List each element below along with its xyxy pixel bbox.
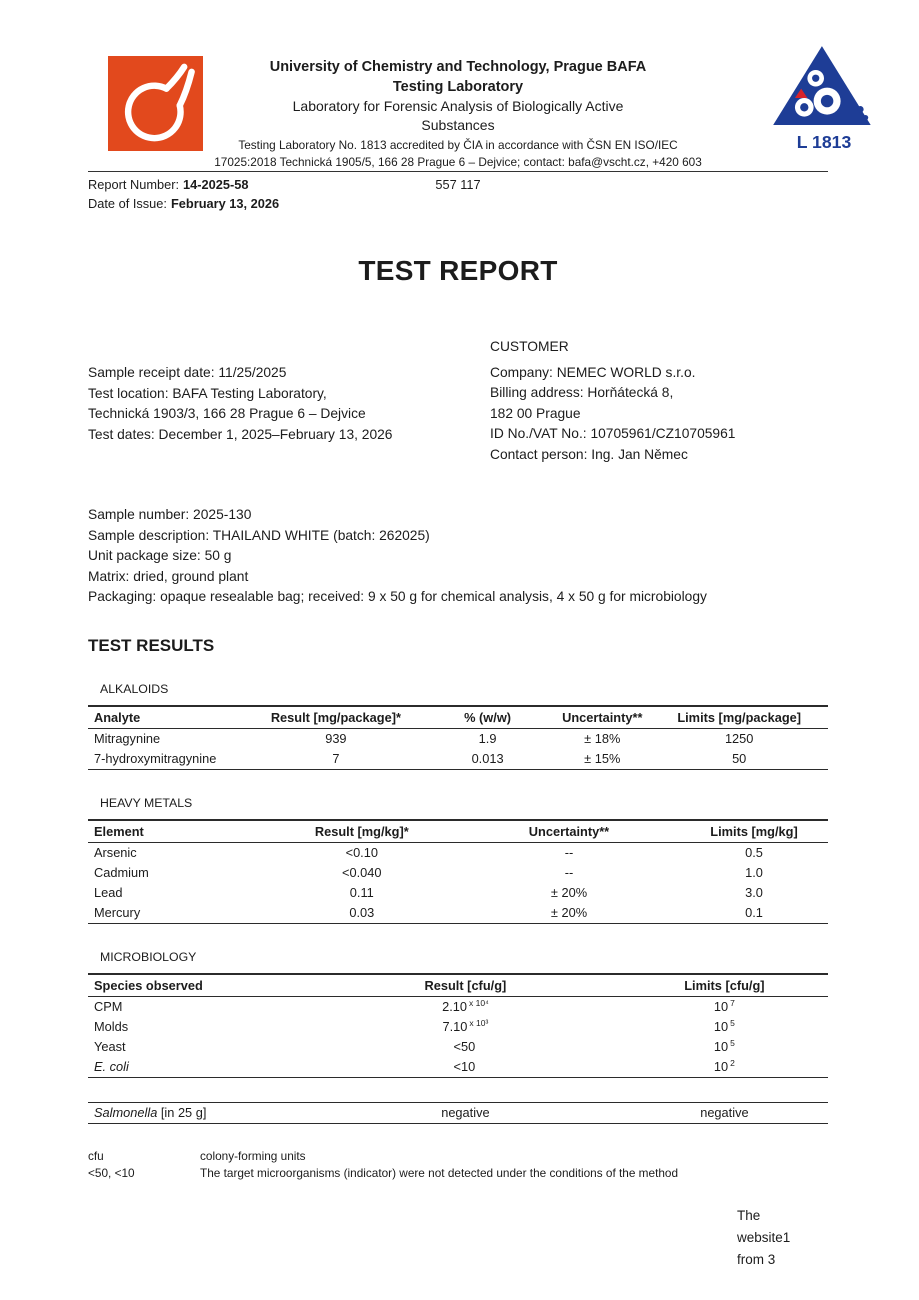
uct-logo [108,56,203,151]
column-header: % (w/w) [421,706,554,729]
limit-exponent: 5 [730,1037,735,1048]
table-row [88,863,828,883]
table-row [88,842,828,863]
column-header: Species observed [88,974,310,997]
letterhead [208,0,708,154]
table-header-row [88,706,828,729]
table-cell: 7-hydroxymitragynine [94,751,217,766]
footer-line: from 3 [737,1252,776,1267]
column-header: Uncertainty** [458,820,680,843]
page-title: TEST REPORT [358,255,558,286]
date-of-issue-label: Date of Issue: [88,196,167,211]
table-row [88,1037,828,1057]
limit-exponent: 7 [730,997,735,1008]
table-cell: 50 [732,751,747,766]
heavy-metals-table [88,819,828,924]
customer-column [490,337,828,465]
result-value: <10 [453,1059,476,1074]
table-cell [621,1017,828,1037]
info-line: 182 00 Prague [490,405,581,421]
sample-line: Unit package size: 50 g [88,548,232,563]
footer-line: website1 [737,1230,791,1245]
limit-exponent: 2 [730,1057,735,1068]
table-cell: 1250 [724,731,754,746]
table-cell [621,996,828,1017]
table-cell: E. coli [94,1059,129,1074]
accreditation-line2: 17025:2018 Technická 1905/5, 166 28 Prague 6 – Dejvice; contact: bafa@vscht.cz, +420 603 [88,154,828,172]
org-name-line2: Testing Laboratory [392,79,524,95]
table-cell: 0.03 [349,905,375,920]
table-row [88,903,828,924]
table-cell: 1.0 [745,865,763,880]
salmonella-table [88,1102,828,1124]
page-footer [737,1205,790,1271]
table-cell: Yeast [94,1039,126,1054]
sample-line: Packaging: opaque resealable bag; received: 9 x 50 g for chemical analysis, 4 x 50 g for microbiology [88,589,707,604]
table-header-row [88,820,828,843]
column-header: Limits [cfu/g] [621,974,828,997]
table-cell: ± 18% [584,731,621,746]
column-header: Result [mg/package]* [251,706,421,729]
table-cell [621,1037,828,1057]
sample-line: Sample number: 2025-130 [88,507,252,522]
species-suffix: [in 25 g] [157,1105,207,1120]
notes-block [88,1148,828,1182]
table-cell: 0.11 [349,885,374,900]
table-cell [310,1017,621,1037]
alkaloids-section-label: ALKALOIDS [100,681,169,696]
footer-line: The [737,1208,761,1223]
limit-value: 10 [713,1039,729,1054]
org-dept-line2: Substances [421,117,495,133]
date-of-issue-value: February 13, 2026 [170,196,280,211]
table-cell [621,1057,828,1078]
table-cell [310,996,621,1017]
limit-exponent: 5 [730,1017,735,1028]
column-header: Result [cfu/g] [310,974,621,997]
table-cell: Lead [94,885,123,900]
limit-value: 10 [713,1019,729,1034]
table-cell: ± 20% [550,885,588,900]
cia-number-label: L 1813 [796,131,852,152]
date-of-issue-row [88,194,828,213]
info-block [88,337,828,465]
table-row [88,883,828,903]
sample-line: Matrix: dried, ground plant [88,568,249,584]
report-number-value: 14-2025-58 [183,177,249,192]
info-line: ID No./VAT No.: 10705961/CZ10705961 [490,426,736,441]
accreditation-line1: Testing Laboratory No. 1813 accredited by ČIA in accordance with ČSN EN ISO/IEC [238,138,678,152]
table-cell: ± 20% [550,905,588,920]
table-cell [88,1102,310,1123]
table-cell: 1.9 [478,731,497,746]
heavy-metals-section-label: HEAVY METALS [100,795,193,810]
species-name: Salmonella [94,1105,158,1120]
uct-flask-icon [108,56,203,151]
result-value: 7.10 [442,1019,468,1034]
info-line: Company: NEMEC WORLD s.r.o. [490,364,696,380]
table-cell: Mitragynine [94,731,161,746]
table-cell: <0.040 [342,865,382,880]
table-cell: Molds [94,1019,129,1034]
column-header: Uncertainty** [554,706,650,729]
table-row [88,749,828,770]
column-header: Result [mg/kg]* [266,820,458,843]
table-cell: Arsenic [94,845,137,860]
result-value: <50 [453,1039,476,1054]
cia-accreditation-icon [770,44,878,154]
note-term: cfu [88,1148,104,1163]
org-dept-line1: Laboratory for Forensic Analysis of Biologically Active [292,98,624,114]
microbiology-section-label: MICROBIOLOGY [100,949,197,964]
column-header: Analyte [88,706,251,729]
test-info-column [88,337,490,465]
table-row [88,1017,828,1037]
report-number-label: Report Number: [88,177,180,192]
table-cell: Cadmium [94,865,149,880]
info-line: Technická 1903/3, 166 28 Prague 6 – Dejvice [88,406,366,421]
sample-block [88,505,828,608]
table-cell: 3.0 [745,885,763,900]
table-cell [310,1037,621,1057]
table-cell: 939 [325,731,347,746]
sample-line: Sample description: THAILAND WHITE (batch: 262025) [88,527,430,543]
info-line: Contact person: Ing. Jan Němec [490,446,688,462]
contact-phone-rest: 557 117 [435,177,481,192]
column-header: Element [88,820,266,843]
alkaloids-table [88,705,828,770]
org-name-line1: University of Chemistry and Technology, Prague BAFA [269,59,647,75]
note-definition: colony-forming units [200,1148,306,1163]
note-term: <50, <10 [88,1165,135,1180]
column-header: Limits [mg/package] [650,706,828,729]
limit-value: 10 [713,999,729,1014]
test-results-heading: TEST RESULTS [88,635,215,655]
microbiology-table [88,973,828,1078]
table-cell: negative [700,1105,749,1120]
table-cell: 0.013 [471,751,504,766]
info-line: Test dates: December 1, 2025–February 13, 2026 [88,426,393,442]
report-meta-row [88,175,828,194]
note-definition: The target microorganisms (indicator) were not detected under the conditions of the method [200,1165,679,1180]
info-line: Billing address: Horňátecká 8, [490,385,674,400]
result-exponent: x 10⁴ [469,997,489,1008]
table-row [88,1102,828,1123]
table-cell: negative [441,1105,490,1120]
result-value: 2.10 [442,999,467,1014]
table-row [88,728,828,749]
table-cell: 7 [332,751,340,766]
table-cell: ± 15% [584,751,621,766]
limit-value: 10 [713,1059,729,1074]
table-cell: 0.1 [745,905,763,920]
table-row [88,1057,828,1078]
table-cell: -- [564,845,574,860]
table-cell [310,1057,621,1078]
cia-logo [770,44,878,154]
info-line: Test location: BAFA Testing Laboratory, [88,385,327,401]
table-cell: Mercury [94,905,141,920]
customer-heading: CUSTOMER [490,339,569,354]
table-cell: 0.5 [745,845,763,860]
table-cell: <0.10 [345,845,378,860]
info-line: Sample receipt date: 11/25/2025 [88,365,287,380]
table-cell: CPM [94,999,123,1014]
table-row [88,996,828,1017]
table-cell: -- [564,865,574,880]
column-header: Limits [mg/kg] [680,820,828,843]
result-exponent: x 10³ [469,1017,489,1028]
table-header-row [88,974,828,997]
